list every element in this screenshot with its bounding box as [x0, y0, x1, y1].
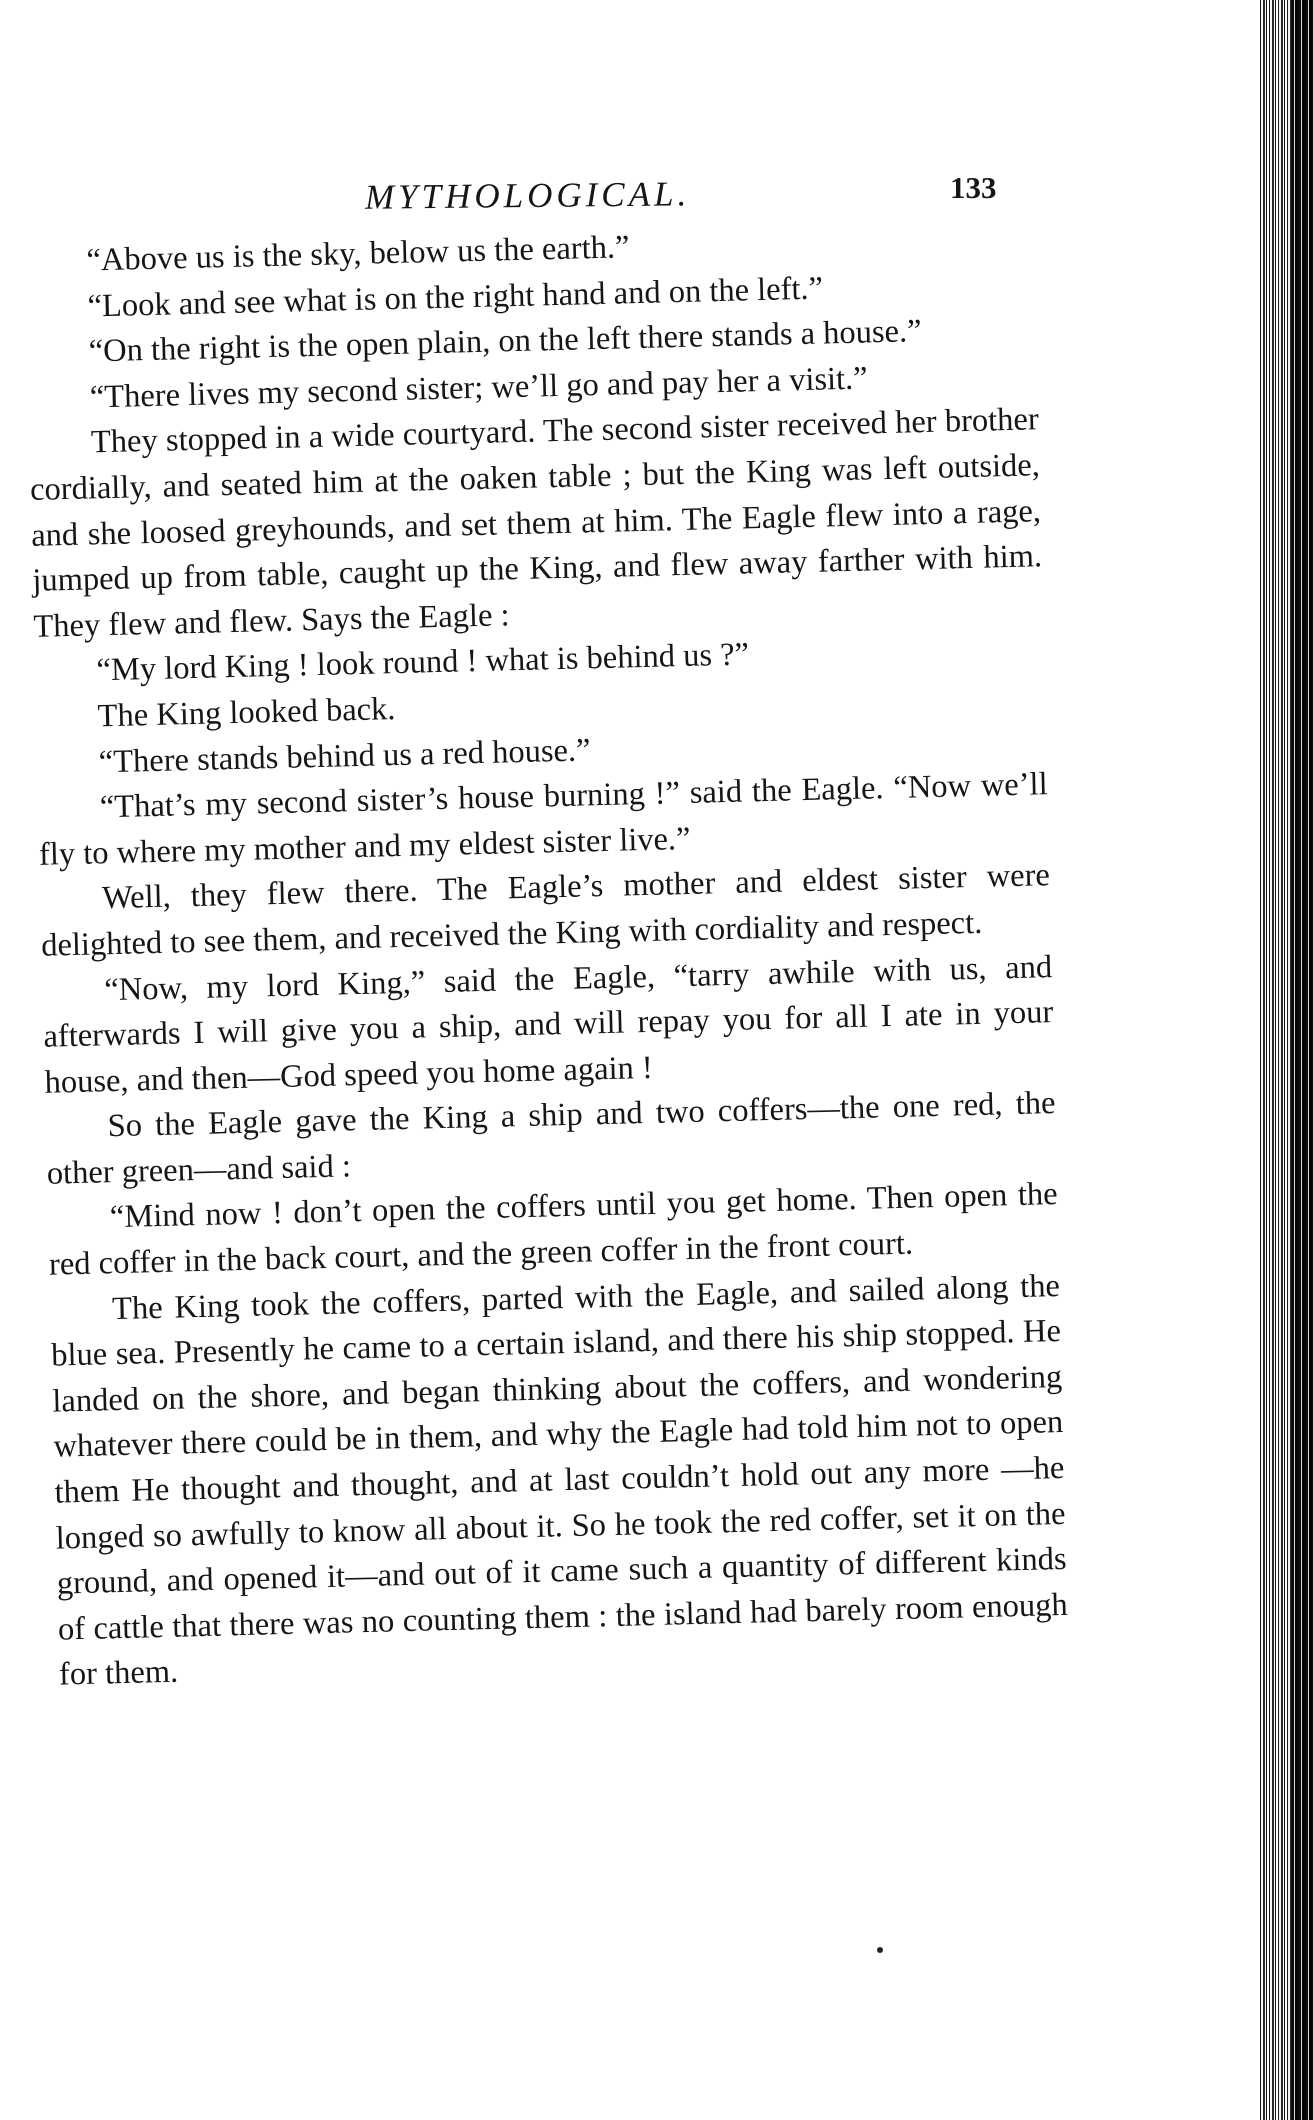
running-title: MYTHOLOGICAL. — [364, 174, 691, 217]
paragraph: “My lord King ! look round ! what is behind us ?” — [96, 636, 750, 689]
paragraph: So the Eagle gave the King a ship and two coffers—the one red, the other green—and said : — [46, 1085, 1056, 1192]
book-binding-edge — [1258, 0, 1313, 2120]
paragraph: “That’s my second sister’s house burning !” said the Eagle. “Now we’ll fly to where my mother and my eldest sister live.” — [38, 766, 1049, 873]
paragraph: “Mind now ! don’t open the coffers until you get home. Then open the red coffer in the back court, and the green coffer in the front court. — [48, 1176, 1059, 1283]
paragraph: The King took the coffers, parted with the Eagle, and sailed along the blue sea. Presently he came to a certain island, and there his ship stopped. He landed on the shore, and began thinking about the coffers, and wondering whatever there could be in them, and why the Eagle had told him not to open them He thought and thought, and at last couldn’t hold out any more —he longed so awfully to know all about it. So he took the red coffer, set it on the ground, and opened it—and out of it came such a quantity of different kinds of cattle that there was no counting them : the island had barely room enough for them. — [50, 1267, 1069, 1693]
paragraph: “On the right is the open plain, on the left there stands a house.” — [88, 313, 922, 370]
page-number: 133 — [950, 170, 997, 205]
paragraph: “Now, my lord King,” said the Eagle, “tarry awhile with us, and afterwards I will give you a ship, and will repay you for all I ate in your house, and then—God speed you home again ! — [43, 948, 1054, 1101]
paragraph: They stopped in a wide courtyard. The second sister received her brother cordially, and seated him at the oaken table ; but the King was left outside, and she loosed greyhounds, and set them at him. The Eagle flew into a rage, jumped up from table, caught up the King, and flew away farther with him. They flew and flew. Says the Eagle : — [29, 401, 1043, 645]
paragraph: “There lives my second sister; we’ll go and pay her a visit.” — [89, 360, 869, 416]
body-text — [24, 215, 1069, 1698]
paragraph: “Above us is the sky, below us the earth.” — [86, 229, 630, 279]
ink-speck — [877, 1947, 883, 1953]
paragraph: The King looked back. — [97, 691, 396, 735]
paragraph: “There stands behind us a red house.” — [98, 731, 591, 780]
paragraph: Well, they flew there. The Eagle’s mother and eldest sister were delighted to see them, and received the King with cordiality and respect. — [40, 857, 1051, 964]
paragraph: “Look and see what is on the right hand and on the left.” — [87, 270, 824, 325]
